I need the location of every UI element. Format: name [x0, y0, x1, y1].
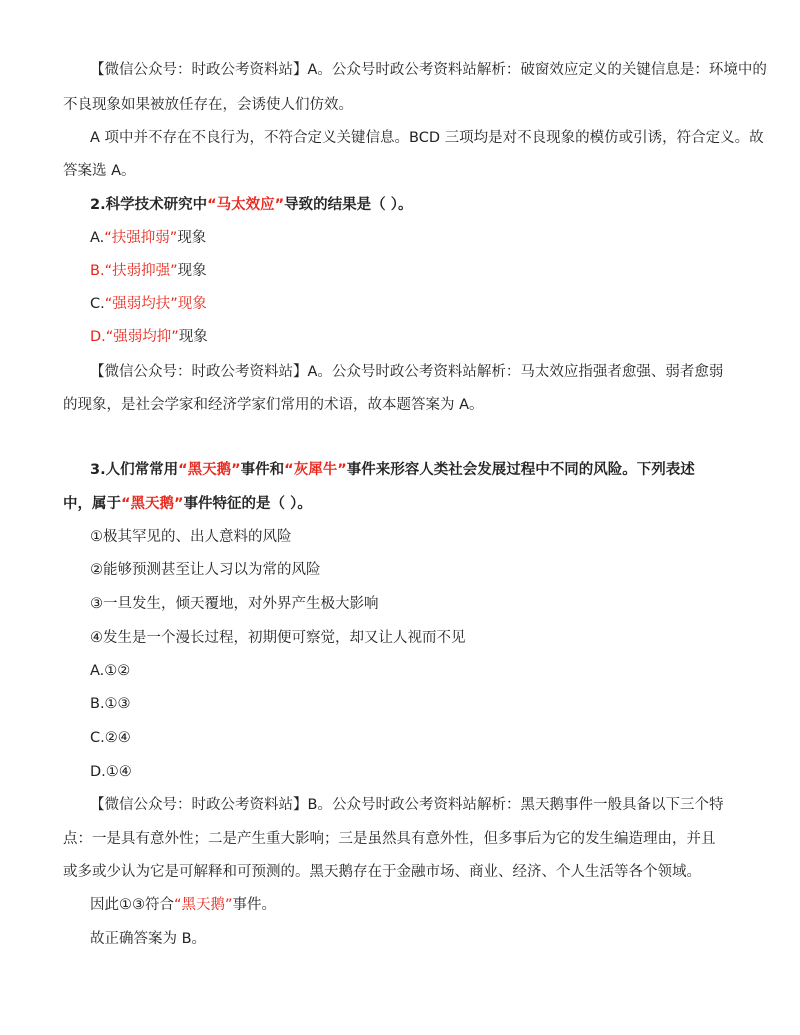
q3-option-a: A.①②	[90, 663, 131, 679]
q2-option-d	[90, 327, 750, 347]
q2-answer-line-1: 【微信公众号：时政公考资料站】A。公众号时政公考资料站解析：马太效应指强者愈强、弱者愈弱	[90, 364, 724, 380]
q3-answer-line-2: 点：一是具有意外性；二是产生重大影响；三是虽然具有意外性，但多事后为它的发生编造理由，并且	[63, 831, 716, 847]
q3-stem-line2-prefix: 中，属于	[63, 496, 121, 512]
q3-stem-line-1	[90, 460, 750, 480]
q2-stem-highlight: “马太效应”	[207, 197, 285, 213]
q2-option-term: “强弱均抑”	[105, 329, 179, 345]
q3-stem-highlight-1: “黑天鹅”	[178, 462, 241, 478]
q3-stem-mid: 事件和	[240, 462, 285, 478]
q1-answer-line-3: A 项中并不存在不良行为，不符合定义关键信息。BCD 三项均是对不良现象的模仿或引诱，符合定义。故	[90, 130, 764, 146]
q3-stem-line-2	[63, 494, 723, 514]
q1-answer-line-4: 答案选 A。	[63, 163, 136, 179]
q2-option-letter: D.	[90, 329, 106, 345]
q2-option-term: “扶弱抑强”	[104, 263, 178, 279]
q3-option-b: B.①③	[90, 696, 131, 712]
q2-option-a	[90, 228, 750, 248]
q3-stem-line2-suffix: 事件特征的是（ ）。	[183, 496, 312, 512]
q2-stem-prefix: 2.科学技术研究中	[90, 197, 208, 213]
q2-option-term: “强弱均扶”	[104, 296, 178, 312]
q3-statement-2: ②能够预测甚至让人习以为常的风险	[90, 562, 321, 578]
q2-answer-line-2: 的现象，是社会学家和经济学家们常用的术语，故本题答案为 A。	[63, 397, 484, 413]
q2-option-b	[90, 261, 750, 281]
q2-option-letter: C.	[90, 296, 105, 312]
q2-option-tail: 现象	[177, 263, 207, 279]
q3-answer-line-1: 【微信公众号：时政公考资料站】B。公众号时政公考资料站解析：黑天鹅事件一般具备以下三个特	[90, 797, 724, 813]
q3-statement-4: ④发生是一个漫长过程，初期便可察觉，却又让人视而不见	[90, 630, 466, 646]
q3-final-answer: 故正确答案为 B。	[90, 931, 207, 947]
q2-stem	[90, 195, 750, 215]
q3-stem-line2-highlight: “黑天鹅”	[121, 496, 184, 512]
q3-stem-suffix: 事件来形容人类社会发展过程中不同的风险。下列表述	[346, 462, 695, 478]
q2-option-tail: 现象	[177, 296, 207, 312]
q3-conclusion	[90, 895, 750, 915]
q3-statement-1: ①极其罕见的、出人意料的风险	[90, 529, 292, 545]
q3-conclusion-suffix: 事件。	[232, 897, 277, 913]
q3-stem-highlight-2: “灰犀牛”	[284, 462, 347, 478]
q2-option-tail: 现象	[178, 329, 208, 345]
q3-statement-3: ③一旦发生，倾天覆地，对外界产生极大影响	[90, 596, 379, 612]
q1-answer-line-2: 不良现象如果被放任存在，会诱使人们仿效。	[63, 97, 353, 113]
q3-stem-prefix: 3.人们常常用	[90, 462, 179, 478]
q3-option-d: D.①④	[90, 764, 132, 780]
q2-option-term: “扶强抑弱”	[104, 230, 178, 246]
q2-option-tail: 现象	[177, 230, 207, 246]
q3-answer-line-3: 或多或少认为它是可解释和可预测的。黑天鹅存在于金融市场、商业、经济、个人生活等各个领域。	[63, 864, 701, 880]
q2-option-letter: A.	[90, 230, 105, 246]
q1-answer-line-1: 【微信公众号：时政公考资料站】A。公众号时政公考资料站解析：破窗效应定义的关键信息是：环境中的	[90, 62, 767, 78]
q2-option-letter: B.	[90, 263, 105, 279]
q2-stem-suffix: 导致的结果是（ ）。	[284, 197, 413, 213]
q3-conclusion-highlight: “黑天鹅”	[174, 897, 233, 913]
q2-option-c	[90, 294, 750, 314]
q3-conclusion-prefix: 因此①③符合	[90, 897, 174, 913]
q3-option-c: C.②④	[90, 730, 131, 746]
